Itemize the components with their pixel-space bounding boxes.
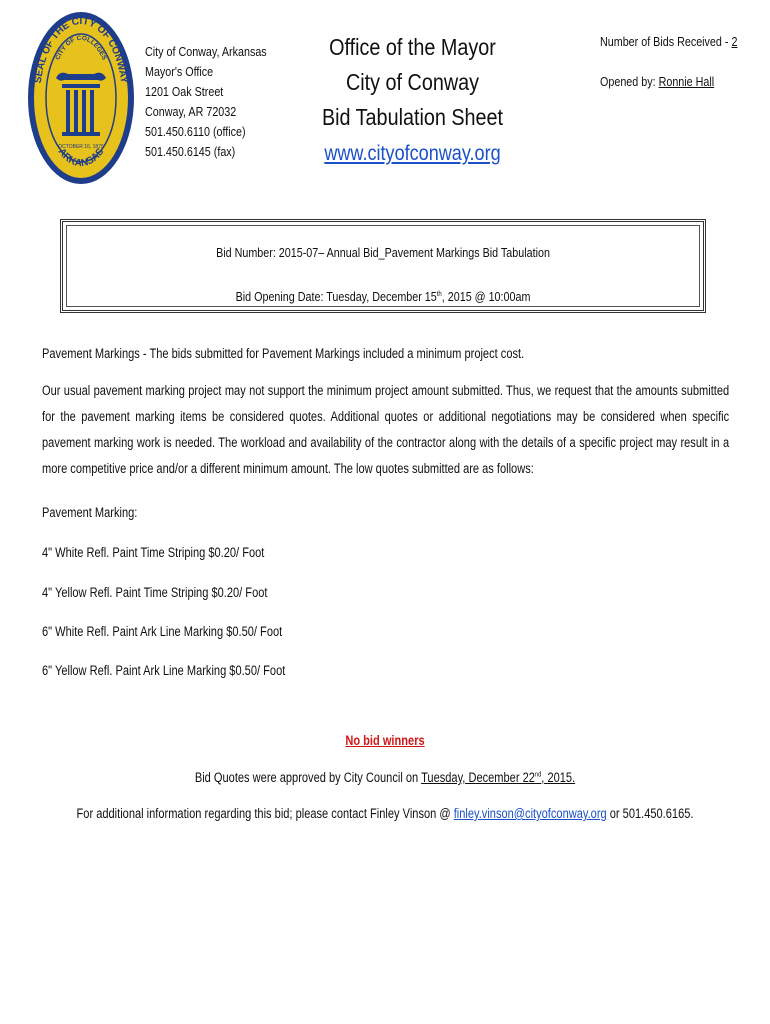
seal-inner-text: CITY OF COLLEGES	[54, 34, 108, 62]
quote-item: 6" Yellow Refl. Paint Ark Line Marking $0.50/ Foot	[42, 663, 286, 678]
bids-info	[600, 32, 737, 92]
address-line: Conway, AR 72032	[145, 105, 237, 119]
opened-by-value: Ronnie Hall	[658, 75, 715, 89]
quote-item: 6" White Refl. Paint Ark Line Marking $0.50/ Foot	[42, 624, 283, 639]
approval-line: Bid Quotes were approved by City Council on Tuesday, December 22nd, 2015.	[194, 770, 576, 785]
opened-by-label: Opened by:	[600, 75, 659, 89]
seal-top-text: SEAL OF THE CITY OF CONWAY	[32, 15, 130, 84]
title-office: Office of the Mayor	[329, 34, 496, 60]
address-line: 501.450.6145 (fax)	[145, 145, 236, 159]
title-city: City of Conway	[345, 69, 480, 95]
quote-item: 4" White Refl. Paint Time Striping $0.20/ Foot	[42, 545, 265, 560]
contact-email-link[interactable]: finley.vinson@cityofconway.org	[453, 806, 607, 821]
contact-line: For additional information regarding this bid; please contact Finley Vinson @ finley.vinson@cityofconway.org or 501.450.6165.	[76, 806, 694, 821]
pavement-marking-heading: Pavement Marking:	[42, 505, 138, 520]
address-block	[145, 42, 267, 162]
address-line: 501.450.6110 (office)	[145, 125, 246, 139]
city-seal-logo	[26, 8, 136, 188]
seal-bottom-text: ARKANSAS	[55, 146, 107, 170]
title-sheet: Bid Tabulation Sheet	[321, 104, 504, 130]
address-line: Mayor's Office	[145, 65, 214, 79]
bids-received-label: Number of Bids Received -	[600, 35, 732, 49]
quote-item: 4" Yellow Refl. Paint Time Striping $0.20/ Foot	[42, 585, 268, 600]
address-line: City of Conway, Arkansas	[145, 45, 267, 59]
intro-paragraph: Pavement Markings - The bids submitted for Pavement Markings included a minimum project cost.	[42, 346, 525, 361]
website-link[interactable]: www.cityofconway.org	[324, 142, 501, 165]
bid-number: Bid Number: 2015-07– Annual Bid_Pavement Markings Bid Tabulation	[216, 246, 550, 260]
no-bid-winners: No bid winners	[345, 733, 425, 748]
bid-details-box	[60, 219, 706, 313]
bid-opening-date: Bid Opening Date: Tuesday, December 15th, 2015 @ 10:00am	[235, 290, 531, 304]
body-paragraph: Our usual pavement marking project may not support the minimum project amount submitted. Thus, we request that the amounts submitted for the pavement marking items be considered quotes. Additional quotes or additional negotiations may be considered when specific pavement marking work is needed. The workload and availability of the contractor along with the details of a specific project may result in a more competitive price and/or a different minimum amount. The low quotes submitted are as follows:	[42, 383, 730, 476]
address-line: 1201 Oak Street	[145, 85, 224, 99]
bids-received-value: 2	[731, 35, 738, 49]
title-block	[307, 30, 518, 173]
seal-date-text: OCTOBER 16, 1875	[58, 144, 104, 150]
